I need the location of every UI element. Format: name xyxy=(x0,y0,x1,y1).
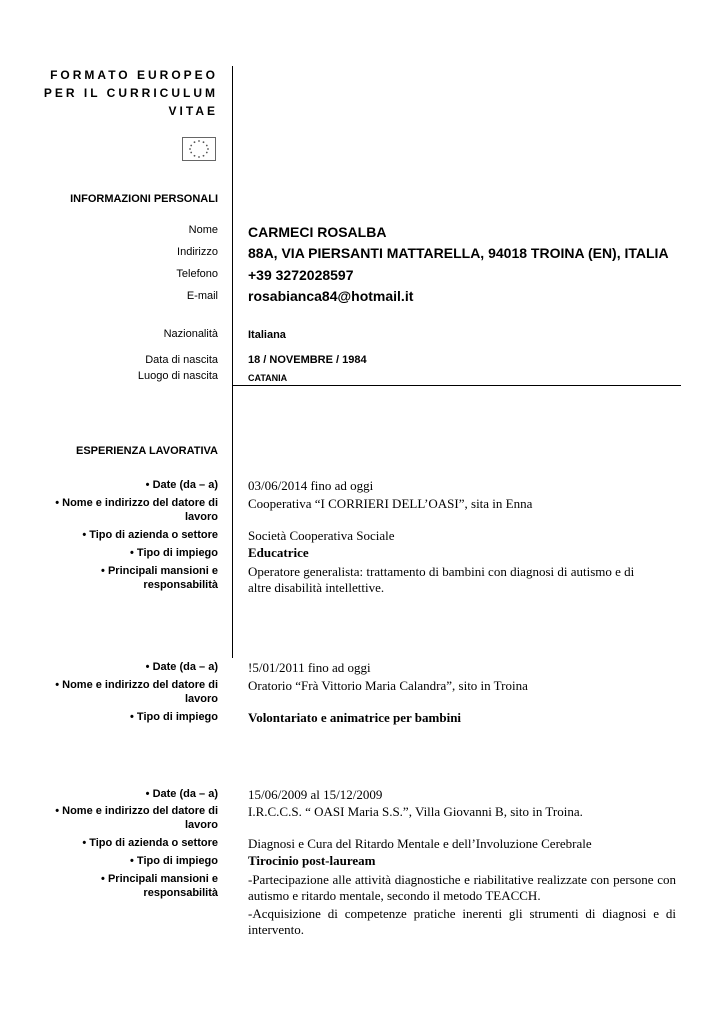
section-title-personal-info: INFORMAZIONI PERSONALI xyxy=(70,193,218,205)
entry2-employer-label-1: • Nome e indirizzo del datore di xyxy=(55,679,218,691)
section-divider-horizontal xyxy=(232,385,681,386)
address-label: Indirizzo xyxy=(177,246,218,258)
email-label: E-mail xyxy=(186,290,218,302)
birthdate-value: 18 / NOVEMBRE / 1984 xyxy=(248,354,367,366)
entry2-dates-label: • Date (da – a) xyxy=(145,661,218,673)
entry1-employer: Cooperativa “I CORRIERI DELL’OASI”, sita in Enna xyxy=(248,496,533,511)
birthdate-label: Data di nascita xyxy=(145,354,218,366)
entry2-employer: Oratorio “Frà Vittorio Maria Calandra”, sito in Troina xyxy=(248,678,528,693)
cv-title-line-2: PER IL CURRICULUM xyxy=(43,86,218,100)
entry3-duties-1: -Partecipazione alle attività diagnostiche e riabilitative realizzate con persone con autismo e ritardo mentale, secondo il metodo TEACCH. xyxy=(248,872,676,903)
entry2-employer-label-2: lavoro xyxy=(184,693,218,705)
name-label: Nome xyxy=(188,224,218,236)
cv-title-line-1: FORMATO EUROPEO xyxy=(50,68,218,82)
email-value: rosabianca84@hotmail.it xyxy=(248,288,414,304)
entry3-employer-label-2: lavoro xyxy=(184,819,218,831)
address-value: 88A, VIA PIERSANTI MATTARELLA, 94018 TROINA (EN), ITALIA xyxy=(248,245,669,261)
phone-value: +39 3272028597 xyxy=(248,267,354,283)
entry2-dates: !5/01/2011 fino ad oggi xyxy=(248,660,371,675)
entry3-sector: Diagnosi e Cura del Ritardo Mentale e dell’Involuzione Cerebrale xyxy=(248,836,592,851)
entry3-employer-label-1: • Nome e indirizzo del datore di xyxy=(55,805,218,817)
entry1-employer-label-1: • Nome e indirizzo del datore di xyxy=(55,497,218,509)
entry1-employer-label-2: lavoro xyxy=(184,511,218,523)
entry2-jobtype: Volontariato e animatrice per bambini xyxy=(248,710,462,725)
entry3-jobtype: Tirocinio post-lauream xyxy=(248,853,376,868)
column-divider-vertical xyxy=(232,66,233,658)
eu-flag-icon xyxy=(182,137,216,161)
cv-title-line-3: VITAE xyxy=(168,104,218,118)
entry1-dates: 03/06/2014 fino ad oggi xyxy=(248,478,374,493)
birthplace-value: CATANIA xyxy=(248,373,288,383)
name-value: CARMECI ROSALBA xyxy=(248,224,387,240)
entry3-jobtype-label: • Tipo di impiego xyxy=(130,855,218,867)
entry1-sector: Società Cooperativa Sociale xyxy=(248,528,395,543)
birthplace-label: Luogo di nascita xyxy=(137,370,218,382)
entry1-duties-label-1: • Principali mansioni e xyxy=(101,565,218,577)
entry3-duties-label-2: responsabilità xyxy=(143,887,218,899)
entry3-sector-label: • Tipo di azienda o settore xyxy=(82,837,218,849)
entry1-sector-label: • Tipo di azienda o settore xyxy=(82,529,218,541)
entry1-duties: Operatore generalista: trattamento di bambini con diagnosi di autismo e di altre disabilità intellettive. xyxy=(248,564,635,595)
entry3-dates-label: • Date (da – a) xyxy=(145,788,218,800)
phone-label: Telefono xyxy=(176,268,218,280)
entry1-jobtype-label: • Tipo di impiego xyxy=(130,547,218,559)
entry1-dates-label: • Date (da – a) xyxy=(145,479,218,491)
entry3-dates: 15/06/2009 al 15/12/2009 xyxy=(248,787,383,802)
nationality-label: Nazionalità xyxy=(163,328,218,340)
entry2-jobtype-label: • Tipo di impiego xyxy=(130,711,218,723)
entry3-duties-label-1: • Principali mansioni e xyxy=(101,873,218,885)
section-title-work-experience: ESPERIENZA LAVORATIVA xyxy=(76,445,218,457)
nationality-value: Italiana xyxy=(248,329,286,341)
entry1-duties-label-2: responsabilità xyxy=(143,579,218,591)
entry3-duties-2: -Acquisizione di competenze pratiche inerenti gli strumenti di diagnosi e di intervento. xyxy=(248,906,676,937)
entry3-employer: I.R.C.C.S. “ OASI Maria S.S.”, Villa Giovanni B, sito in Troina. xyxy=(248,804,583,819)
entry1-jobtype: Educatrice xyxy=(248,545,309,560)
